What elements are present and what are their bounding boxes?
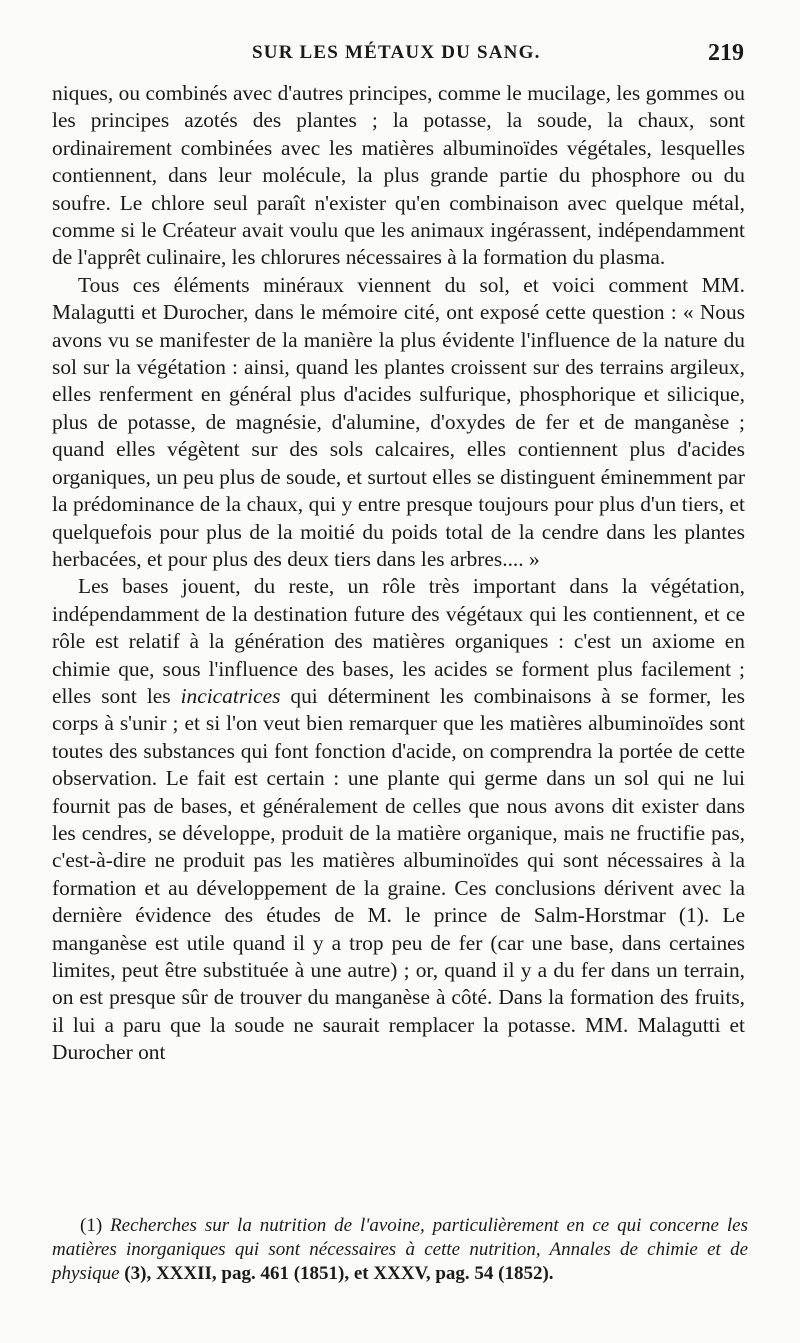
page-number: 219 <box>708 40 744 66</box>
footnote-marker: (1) <box>80 1215 103 1236</box>
paragraph-1: niques, ou combinés avec d'autres principes, comme le mucilage, les gommes ou les principes azotés des plantes ; la potasse, la soude, la chaux, sont ordinairement combinées avec les matières albuminoïdes végétales, lesquelles contiennent, dans leur molécule, la plus grande partie du phosphore ou du soufre. Le chlore seul paraît n'exister qu'en combinaison avec quelque métal, comme si le Créateur avait voulu que les animaux ingérassent, indépendamment de l'apprêt culinaire, les chlorures nécessaires à la formation du plasma. <box>52 81 745 270</box>
footnote <box>52 1214 748 1286</box>
paragraph-2: Tous ces éléments minéraux viennent du sol, et voici comment MM. Malagutti et Durocher, dans le mémoire cité, ont exposé cette question : « Nous avons vu se manifester de la manière la plus évidente l'influence de la nature du sol sur la végétation : ainsi, quand les plantes croissent sur des terrains argileux, elles renferment en général plus d'acides sulfurique, phosphorique et silicique, plus de potasse, de magnésie, d'alumine, d'oxydes de fer et de manganèse ; quand elles végètent sur des sols calcaires, elles contiennent plus d'acides organiques, un peu plus de soude, et surtout elles se distinguent éminemment par la prédominance de la chaux, qui y entre presque toujours pour plus d'un tiers, et quelquefois pour plus de la moitié du poids total de la cendre dans les plantes herbacées, et pour plus des deux tiers dans les arbres.... » <box>52 272 745 571</box>
footnote-title: Recherches sur la nutrition de l'avoine, particulièrement en ce qui concerne les matières inorganiques qui sont nécessaires à cette nutrition, Annales de chimie et de physique <box>52 1215 749 1284</box>
running-head <box>52 34 748 74</box>
footnote-reference: (3), XXXII, pag. 461 (1851), et XXXV, pag. 54 (1852). <box>119 1263 554 1284</box>
paragraph-3-part-a: Les bases jouent, du reste, un rôle très important dans la végétation, indépendamment de la destination future des végétaux qui les contiennent, et ce rôle est relatif à la génération des matières organiques : c'est un axiome en chimie que, sous l'influence des bases, les acides se forment plus facilement ; elles sont les <box>52 574 745 708</box>
body-text <box>52 80 745 1067</box>
running-title: SUR LES MÉTAUX DU SANG. <box>252 42 541 63</box>
paragraph-3-part-b: qui déterminent les combinaisons à se former, les corps à s'unir ; et si l'on veut bien remarquer que les matières albuminoïdes sont toutes des substances qui font fonction d'acide, on comprendra la portée de cette observation. Le fait est certain : une plante qui germe dans un sol qui ne lui fournit pas de bases, et généralement de celles que nous avons dit exister dans les cendres, se développe, produit de la matière organique, mais ne fructifie pas, c'est-à-dire ne produit pas les matières albuminoïdes qui sont nécessaires à la formation et au développement de la graine. Ces conclusions dérivent avec la dernière évidence des études de M. le prince de Salm-Horstmar (1). Le manganèse est utile quand il y a trop peu de fer (car une base, dans certaines limites, peut être substituée à une autre) ; or, quand il y a du fer dans un terrain, on est presque sûr de trouver du manganèse à côté. Dans la formation des fruits, il lui a paru que la soude ne saurait remplacer la potasse. MM. Malagutti et Durocher ont <box>52 683 746 1065</box>
paragraph-3 <box>52 573 745 1066</box>
italic-term: incicatrices <box>180 683 281 708</box>
footnote-text <box>52 1214 748 1286</box>
